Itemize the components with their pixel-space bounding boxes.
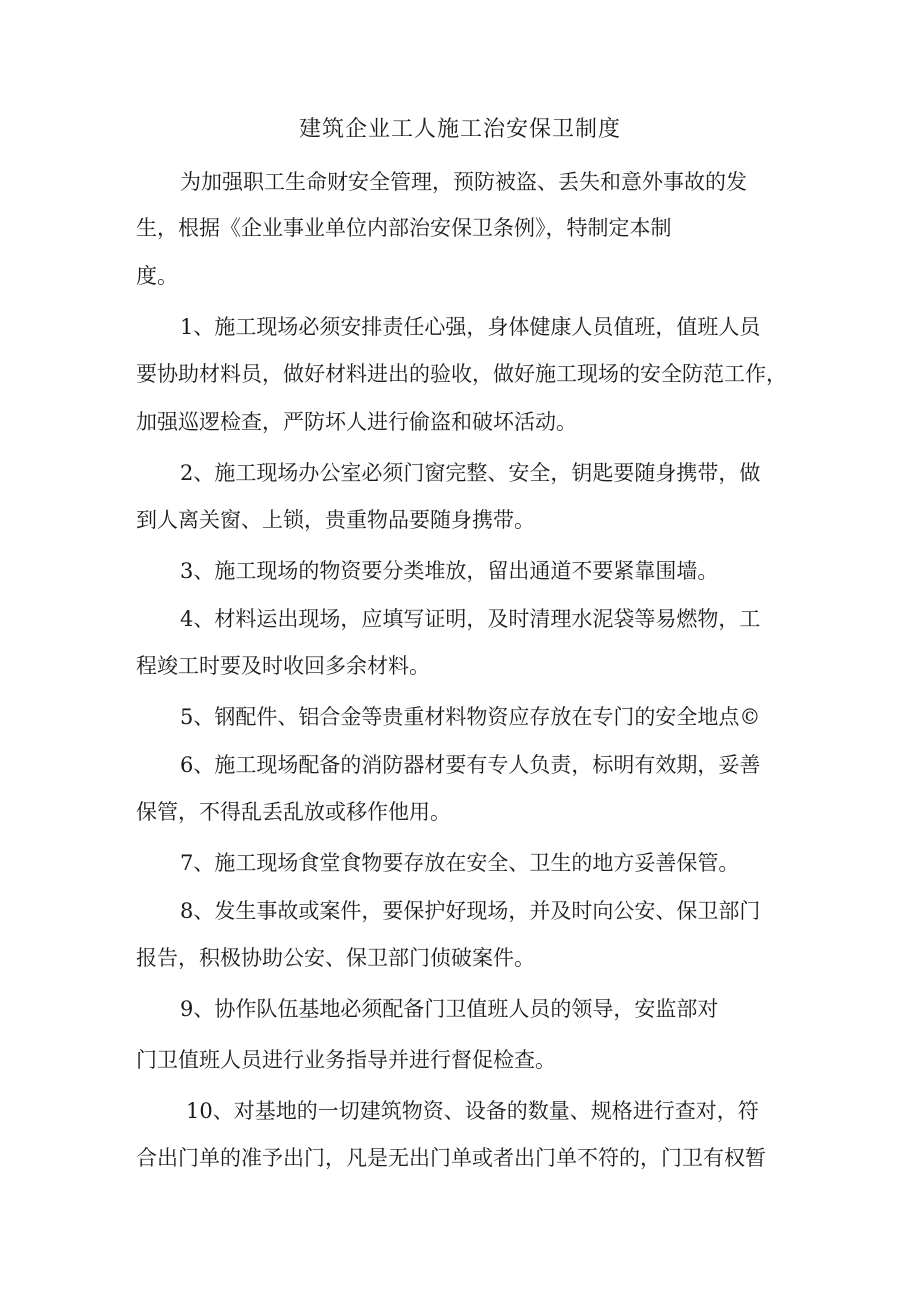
paragraph-line: 10、对基地的一切建筑物资、设备的数量、规格进行查对，符 bbox=[186, 1099, 759, 1123]
paragraph-line: 9、协作队伍基地必须配备门卫值班人员的领导，安监部对 bbox=[180, 997, 719, 1021]
paragraph-line: 保管，不得乱丢乱放或移作他用。 bbox=[136, 800, 451, 824]
paragraph-line: 加强巡逻检查，严防坏人进行偷盗和破坏活动。 bbox=[136, 410, 577, 434]
paragraph-line: 报告，积极协助公安、保卫部门侦破案件。 bbox=[136, 946, 535, 970]
paragraph-line: 6、施工现场配备的消防器材要有专人负责，标明有效期，妥善 bbox=[180, 753, 761, 777]
document-title: 建筑企业工人施工治安保卫制度 bbox=[298, 117, 621, 142]
paragraph-line: 2、施工现场办公室必须门窗完整、安全，钥匙要随身携带，做 bbox=[180, 461, 761, 485]
paragraph-line: 8、发生事故或案件，要保护好现场，并及时向公安、保卫部门 bbox=[180, 899, 761, 923]
paragraph-line: 7、施工现场食堂食物要存放在安全、卫生的地方妥善保管。 bbox=[180, 851, 740, 875]
paragraph-line: 1、施工现场必须安排责任心强，身体健康人员值班，值班人员 bbox=[180, 315, 761, 339]
paragraph-line: 为加强职工生命财安全管理，预防被盗、丢失和意外事故的发 bbox=[180, 170, 747, 194]
paragraph-line: 生，根据《企业事业单位内部治安保卫条例》，特制定本制 bbox=[136, 216, 672, 240]
paragraph-line: 程竣工时要及时收回多余材料。 bbox=[136, 654, 430, 678]
paragraph-line: 4、材料运出现场，应填写证明，及时清理水泥袋等易燃物，工 bbox=[180, 607, 761, 631]
paragraph-line: 3、施工现场的物资要分类堆放，留出通道不要紧靠围墙。 bbox=[180, 559, 719, 583]
paragraph-line: 到人离关窗、上锁，贵重物品要随身携带。 bbox=[136, 508, 535, 532]
paragraph-line: 度。 bbox=[136, 264, 178, 288]
paragraph-line: 5、钢配件、铝合金等贵重材料物资应存放在专门的安全地点© bbox=[180, 705, 761, 729]
paragraph-line: 合出门单的准予出门，凡是无出门单或者出门单不符的，门卫有权暂 bbox=[136, 1146, 766, 1170]
paragraph-line: 要协助材料员，做好材料进出的验收，做好施工现场的安全防范工作， bbox=[136, 362, 787, 386]
paragraph-line: 门卫值班人员进行业务指导并进行督促检查。 bbox=[136, 1048, 556, 1072]
